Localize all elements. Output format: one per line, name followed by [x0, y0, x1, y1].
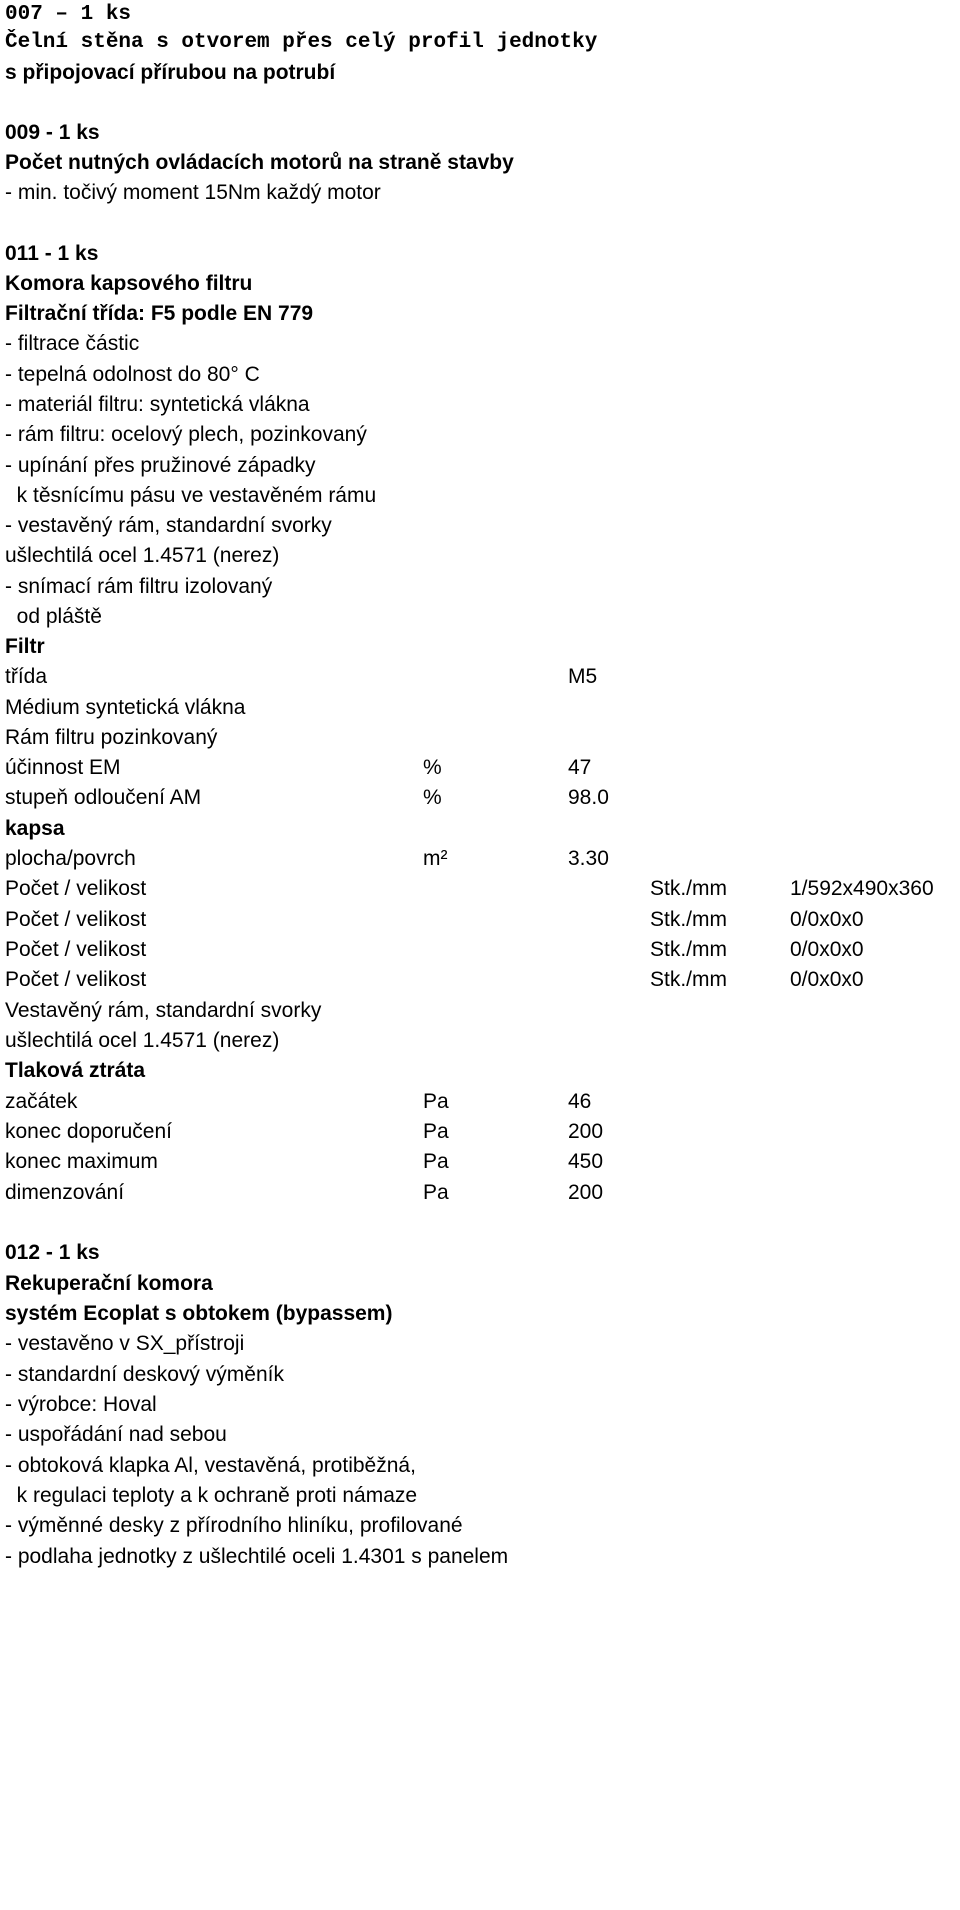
- item-009-header: 009 - 1 ks: [5, 121, 100, 144]
- spec-value: M5: [568, 665, 598, 688]
- item-007-title: Čelní stěna s otvorem přes celý profil jednotky: [5, 31, 598, 54]
- item-012-line: - výměnné desky z přírodního hliníku, profilované: [5, 1514, 463, 1537]
- item-012-line: - uspořádání nad sebou: [5, 1423, 227, 1446]
- spec-label: začátek: [5, 1090, 78, 1113]
- item-012-title: Rekuperační komora: [5, 1272, 213, 1295]
- spec-unit: Stk./mm: [650, 968, 727, 991]
- spec-label: Počet / velikost: [5, 968, 147, 991]
- item-011-line: - tepelná odolnost do 80° C: [5, 363, 260, 386]
- item-009-line: - min. točivý moment 15Nm každý motor: [5, 181, 381, 204]
- spec-label: Počet / velikost: [5, 908, 147, 931]
- spec-unit: %: [423, 756, 442, 779]
- item-011-line: - filtrace částic: [5, 332, 140, 355]
- spec-value: 46: [568, 1090, 592, 1113]
- spec-value: 0/0x0x0: [790, 908, 864, 931]
- spec-label: konec doporučení: [5, 1120, 172, 1143]
- spec-label: stupeň odloučení AM: [5, 786, 202, 809]
- nerez-line: ušlechtilá ocel 1.4571 (nerez): [5, 1029, 280, 1052]
- item-012-line: k regulaci teploty a k ochraně proti námaze: [5, 1484, 418, 1507]
- spec-unit: Pa: [423, 1120, 449, 1143]
- item-011-title: Komora kapsového filtru: [5, 272, 253, 295]
- spec-label: konec maximum: [5, 1150, 158, 1173]
- spec-unit: %: [423, 786, 442, 809]
- vestaveny-line: Vestavěný rám, standardní svorky: [5, 999, 322, 1022]
- spec-value: 0/0x0x0: [790, 968, 864, 991]
- item-012-line: - podlaha jednotky z ušlechtilé oceli 1.4301 s panelem: [5, 1545, 509, 1568]
- spec-label: plocha/povrch: [5, 847, 136, 870]
- item-011-subtitle: Filtrační třída: F5 podle EN 779: [5, 302, 314, 325]
- item-012-line: - vestavěno v SX_přístroji: [5, 1332, 245, 1355]
- item-012-line: - výrobce: Hoval: [5, 1393, 157, 1416]
- item-007-header: 007 – 1 ks: [5, 3, 132, 26]
- item-012-line: - obtoková klapka Al, vestavěná, protiběžná,: [5, 1454, 416, 1477]
- spec-unit: Pa: [423, 1150, 449, 1173]
- spec-value: 0/0x0x0: [790, 938, 864, 961]
- spec-unit: Stk./mm: [650, 908, 727, 931]
- spec-value: 47: [568, 756, 592, 779]
- item-011-line: ušlechtilá ocel 1.4571 (nerez): [5, 544, 280, 567]
- spec-label: Počet / velikost: [5, 877, 147, 900]
- medium-line: Médium syntetická vlákna: [5, 696, 246, 719]
- spec-value: 200: [568, 1120, 604, 1143]
- item-011-line: - upínání přes pružinové západky: [5, 454, 316, 477]
- spec-label: účinnost EM: [5, 756, 121, 779]
- item-011-line: - rám filtru: ocelový plech, pozinkovaný: [5, 423, 367, 446]
- spec-label: Počet / velikost: [5, 938, 147, 961]
- spec-label: dimenzování: [5, 1181, 125, 1204]
- kapsa-heading: kapsa: [5, 817, 65, 840]
- item-009-title: Počet nutných ovládacích motorů na straně stavby: [5, 151, 514, 174]
- spec-unit: Pa: [423, 1090, 449, 1113]
- item-011-line: k těsnícímu pásu ve vestavěném rámu: [5, 484, 377, 507]
- item-011-line: - materiál filtru: syntetická vlákna: [5, 393, 310, 416]
- item-012-line: - standardní deskový výměník: [5, 1363, 284, 1386]
- spec-label: třída: [5, 665, 48, 688]
- spec-unit: m²: [423, 847, 448, 870]
- filtr-heading: Filtr: [5, 635, 45, 658]
- item-011-line: od pláště: [5, 605, 102, 628]
- spec-unit: Pa: [423, 1181, 449, 1204]
- spec-unit: Stk./mm: [650, 938, 727, 961]
- spec-value: 450: [568, 1150, 604, 1173]
- ram-line: Rám filtru pozinkovaný: [5, 726, 218, 749]
- item-012-header: 012 - 1 ks: [5, 1241, 100, 1264]
- spec-unit: Stk./mm: [650, 877, 727, 900]
- spec-value: 3.30: [568, 847, 609, 870]
- ztrata-heading: Tlaková ztráta: [5, 1059, 146, 1082]
- item-011-line: - snímací rám filtru izolovaný: [5, 575, 273, 598]
- spec-value: 98.0: [568, 786, 609, 809]
- item-011-header: 011 - 1 ks: [5, 242, 99, 265]
- spec-value: 1/592x490x360: [790, 877, 934, 900]
- item-011-line: - vestavěný rám, standardní svorky: [5, 514, 332, 537]
- spec-value: 200: [568, 1181, 604, 1204]
- item-007-subtitle: s připojovací přírubou na potrubí: [5, 61, 336, 84]
- item-012-subtitle: systém Ecoplat s obtokem (bypassem): [5, 1302, 393, 1325]
